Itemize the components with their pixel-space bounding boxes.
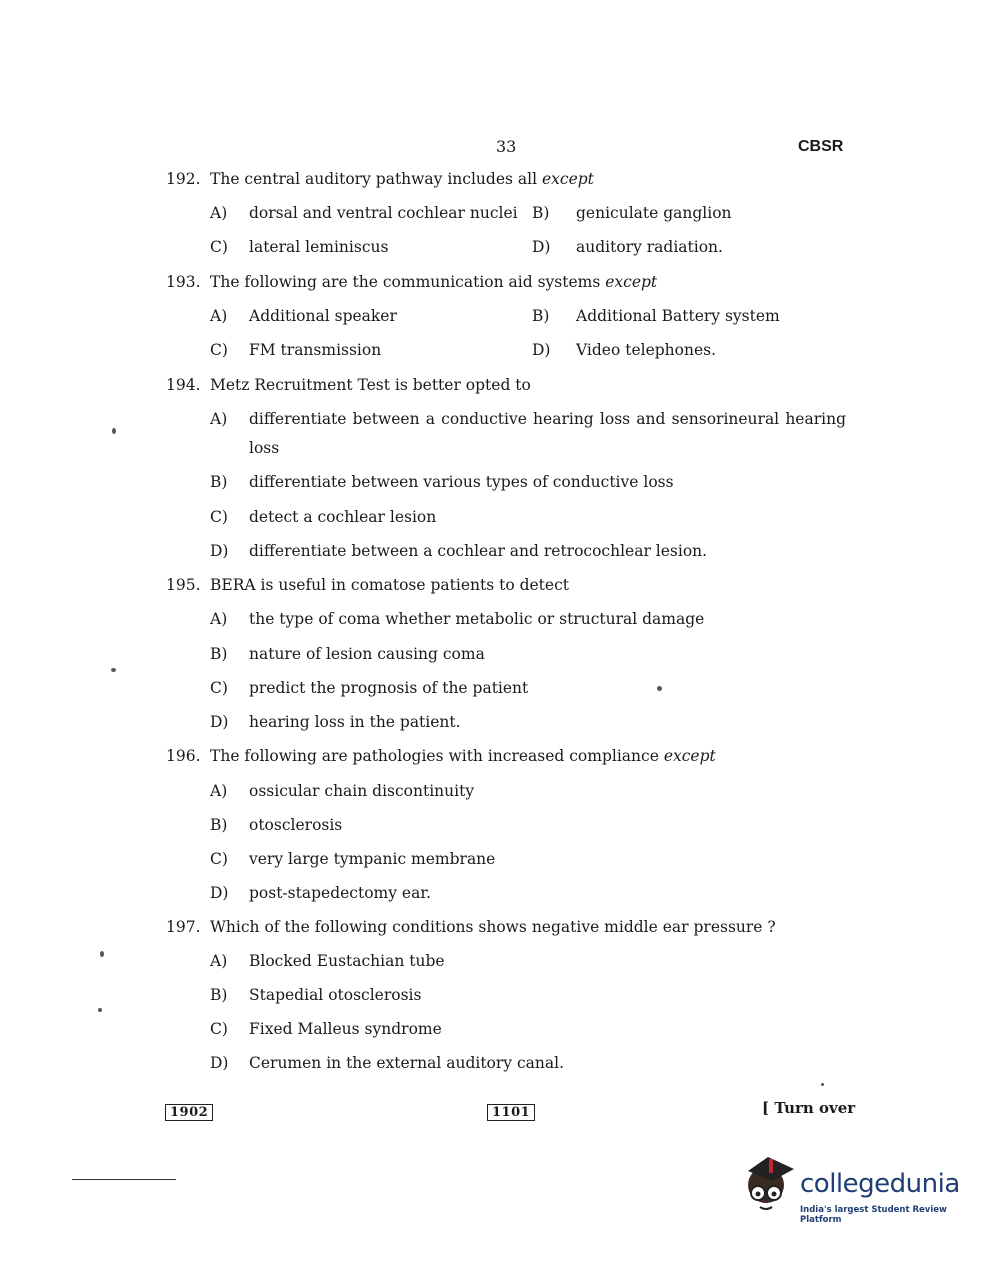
option-text: nature of lesion causing coma (249, 645, 485, 663)
option-text: differentiate between a cochlear and retrocochlear lesion. (249, 542, 708, 560)
question-197 (166, 918, 776, 936)
option-text: Stapedial otosclerosis (249, 986, 422, 1004)
option-text: auditory radiation. (576, 238, 723, 256)
question-number: 194. (166, 376, 201, 394)
question-number: 193. (166, 273, 201, 291)
question-195 (166, 576, 569, 594)
scan-speck (657, 686, 662, 691)
footer-rule (72, 1179, 176, 1180)
option-letter: D) (210, 1054, 229, 1072)
question-193 (166, 273, 657, 291)
question-text: The central auditory pathway includes all (210, 170, 542, 188)
option-letter: B) (210, 986, 228, 1004)
option-letter: A) (210, 952, 228, 970)
question-number: 196. (166, 747, 201, 765)
option-letter: A) (210, 410, 228, 428)
option-letter: B) (532, 204, 550, 222)
option-text: predict the prognosis of the patient (249, 679, 529, 697)
option-letter: D) (210, 542, 229, 560)
collegedunia-logo (738, 1155, 968, 1225)
option-letter: D) (210, 713, 229, 731)
paper-code: 1101 (487, 1101, 535, 1120)
option-letter: A) (210, 307, 228, 325)
page-number: 33 (496, 137, 517, 156)
scan-speck (821, 1083, 824, 1086)
option-text: Blocked Eustachian tube (249, 952, 445, 970)
option-text: dorsal and ventral cochlear nuclei (249, 204, 518, 222)
question-194 (166, 376, 531, 394)
option-text: lateral leminiscus (249, 238, 389, 256)
option-letter: C) (210, 238, 228, 256)
option-text: hearing loss in the patient. (249, 713, 461, 731)
option-text: Additional Battery system (576, 307, 780, 325)
option-text: detect a cochlear lesion (249, 508, 437, 526)
question-text: Which of the following conditions shows negative middle ear pressure ? (210, 918, 776, 936)
question-emphasis: except (663, 747, 716, 765)
option-letter: B) (210, 473, 228, 491)
option-letter: C) (210, 679, 228, 697)
option-letter: A) (210, 782, 228, 800)
option-text: Fixed Malleus syndrome (249, 1020, 442, 1038)
scan-speck (100, 951, 104, 957)
option-letter: D) (532, 238, 551, 256)
exam-code: CBSR (798, 138, 844, 155)
option-letter: C) (210, 1020, 228, 1038)
question-196 (166, 747, 716, 765)
question-192 (166, 170, 594, 188)
option-letter: C) (210, 508, 228, 526)
option-text: Cerumen in the external auditory canal. (249, 1054, 565, 1072)
option-text: very large tympanic membrane (249, 850, 496, 868)
booklet-code: 1902 (165, 1101, 213, 1120)
option-letter: D) (210, 884, 229, 902)
question-emphasis: except (605, 273, 658, 291)
option-text: post-stapedectomy ear. (249, 884, 431, 902)
option-text: FM transmission (249, 341, 382, 359)
question-emphasis: except (541, 170, 594, 188)
option-letter: A) (210, 610, 228, 628)
scan-speck (98, 1008, 102, 1012)
scan-speck (111, 668, 116, 672)
option-letter: C) (210, 341, 228, 359)
brand-tagline: India's largest Student Review Platform (800, 1205, 947, 1225)
question-text: Metz Recruitment Test is better opted to (210, 376, 531, 394)
question-text: BERA is useful in comatose patients to detect (210, 576, 569, 594)
option-text-continued: loss (249, 439, 280, 457)
option-letter: C) (210, 850, 228, 868)
option-letter: D) (532, 341, 551, 359)
question-text: The following are the communication aid systems (210, 273, 606, 291)
option-text: ossicular chain discontinuity (249, 782, 475, 800)
brand-name: collegedunia (800, 1169, 960, 1199)
question-number: 195. (166, 576, 201, 594)
option-letter: A) (210, 204, 228, 222)
option-letter: B) (210, 645, 228, 663)
option-letter: B) (532, 307, 550, 325)
option-letter: B) (210, 816, 228, 834)
mascot-icon (738, 1155, 798, 1225)
option-text: Video telephones. (576, 341, 717, 359)
option-text: the type of coma whether metabolic or structural damage (249, 610, 705, 628)
question-number: 192. (166, 170, 201, 188)
option-text: differentiate between a conductive hearing loss and sensorineural hearing (249, 410, 846, 428)
option-text: geniculate ganglion (576, 204, 732, 222)
option-text: otosclerosis (249, 816, 343, 834)
option-text: Additional speaker (249, 307, 397, 325)
turn-over-note: [ Turn over (762, 1099, 856, 1117)
question-text: The following are pathologies with increased compliance (210, 747, 664, 765)
question-number: 197. (166, 918, 201, 936)
option-text: differentiate between various types of conductive loss (249, 473, 674, 491)
scan-speck (112, 428, 116, 434)
